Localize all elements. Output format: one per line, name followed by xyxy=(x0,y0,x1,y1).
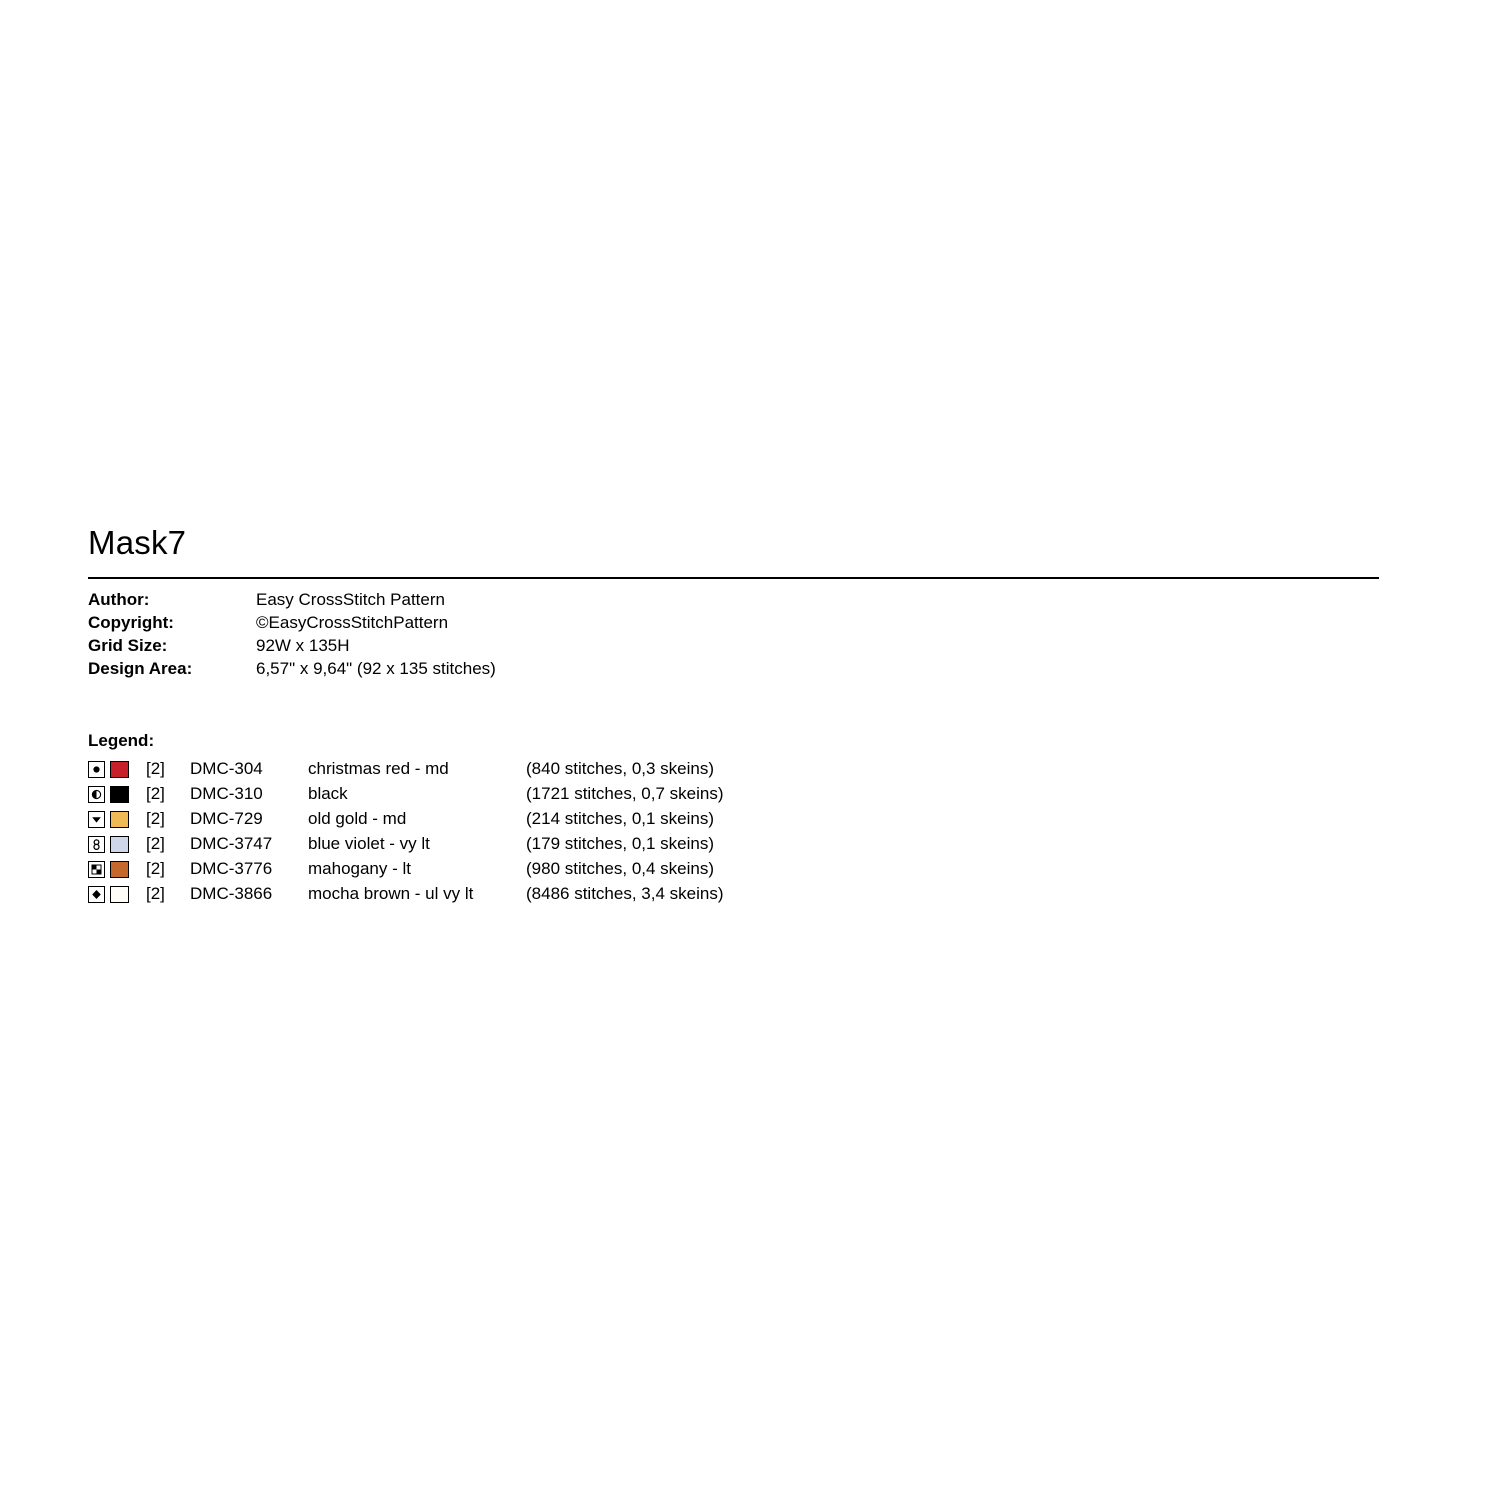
checker-square-symbol xyxy=(88,861,105,878)
legend-color-name: black xyxy=(308,784,348,804)
half-circle-symbol xyxy=(88,786,105,803)
metadata-value-grid-size: 92W x 135H xyxy=(256,636,350,656)
legend-heading: Legend: xyxy=(88,731,155,751)
color-swatch xyxy=(110,761,129,778)
legend-table xyxy=(88,757,723,907)
legend-swatch-cell xyxy=(110,857,146,882)
legend-symbol-cell xyxy=(88,832,110,857)
page-title: Mask7 xyxy=(88,524,187,561)
metadata-row-design-area xyxy=(88,658,496,681)
metadata-row-author xyxy=(88,589,496,612)
legend-symbol-cell xyxy=(88,757,110,782)
legend-strands: [2] xyxy=(146,834,165,854)
legend-symbol-cell xyxy=(88,807,110,832)
metadata-value-copyright: ©EasyCrossStitchPattern xyxy=(256,613,449,633)
metadata-label-grid-size: Grid Size: xyxy=(88,636,168,656)
legend-color-name: christmas red - md xyxy=(308,759,449,779)
dot-symbol xyxy=(88,761,105,778)
legend-row xyxy=(88,857,723,882)
legend-row xyxy=(88,832,723,857)
legend-stitch-count: (179 stitches, 0,1 skeins) xyxy=(526,834,715,854)
color-swatch xyxy=(110,861,129,878)
legend-stitch-count: (214 stitches, 0,1 skeins) xyxy=(526,809,715,829)
color-swatch xyxy=(110,836,129,853)
metadata-row-grid-size xyxy=(88,635,496,658)
legend-strands: [2] xyxy=(146,759,165,779)
legend-symbol-cell xyxy=(88,882,110,907)
legend-swatch-cell xyxy=(110,832,146,857)
legend-strands: [2] xyxy=(146,859,165,879)
legend-stitch-count: (980 stitches, 0,4 skeins) xyxy=(526,859,715,879)
legend-swatch-cell xyxy=(110,807,146,832)
metadata-label-design-area: Design Area: xyxy=(88,659,193,679)
legend-symbol-cell xyxy=(88,782,110,807)
legend-row xyxy=(88,782,723,807)
legend-row xyxy=(88,882,723,907)
legend-strands: [2] xyxy=(146,784,165,804)
metadata-label-author: Author: xyxy=(88,590,150,610)
metadata-row-copyright xyxy=(88,612,496,635)
legend-strands: [2] xyxy=(146,809,165,829)
legend-color-name: mahogany - lt xyxy=(308,859,411,879)
document-content xyxy=(88,525,1388,907)
legend-code: DMC-3747 xyxy=(190,834,273,854)
legend-code: DMC-729 xyxy=(190,809,263,829)
legend-strands: [2] xyxy=(146,883,165,903)
title-divider xyxy=(88,577,1379,579)
legend-code: DMC-310 xyxy=(190,784,263,804)
legend-stitch-count: (1721 stitches, 0,7 skeins) xyxy=(526,784,724,804)
down-triangle-symbol xyxy=(88,811,105,828)
metadata-value-design-area: 6,57" x 9,64" (92 x 135 stitches) xyxy=(256,659,496,679)
legend-stitch-count: (8486 stitches, 3,4 skeins) xyxy=(526,883,724,903)
legend-stitch-count: (840 stitches, 0,3 skeins) xyxy=(526,759,715,779)
figure-eight-symbol xyxy=(88,836,105,853)
legend-row xyxy=(88,807,723,832)
diamond-symbol xyxy=(88,886,105,903)
legend-color-name: blue violet - vy lt xyxy=(308,834,430,854)
legend-swatch-cell xyxy=(110,782,146,807)
legend-code: DMC-3776 xyxy=(190,859,273,879)
legend-row xyxy=(88,757,723,782)
legend-code: DMC-3866 xyxy=(190,883,273,903)
metadata-table xyxy=(88,589,496,681)
metadata-label-copyright: Copyright: xyxy=(88,613,174,633)
legend-color-name: old gold - md xyxy=(308,809,407,829)
legend-swatch-cell xyxy=(110,757,146,782)
legend-color-name: mocha brown - ul vy lt xyxy=(308,883,474,903)
legend-swatch-cell xyxy=(110,882,146,907)
legend-symbol-cell xyxy=(88,857,110,882)
color-swatch xyxy=(110,786,129,803)
legend-code: DMC-304 xyxy=(190,759,263,779)
color-swatch xyxy=(110,811,129,828)
color-swatch xyxy=(110,886,129,903)
metadata-value-author: Easy CrossStitch Pattern xyxy=(256,590,445,610)
